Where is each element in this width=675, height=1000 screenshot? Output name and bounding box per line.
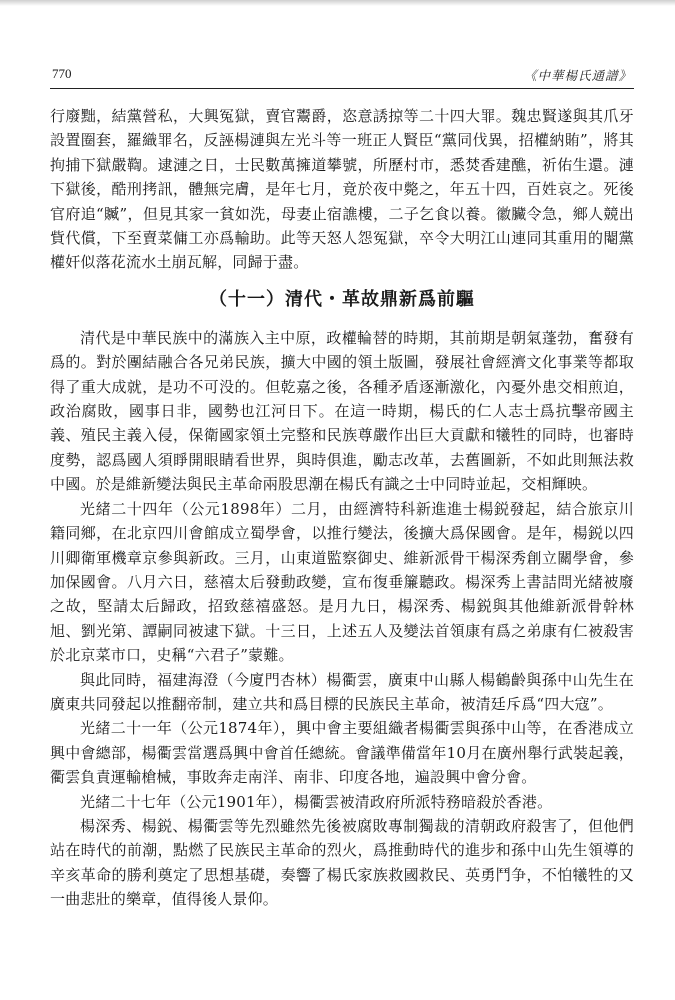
- paragraph: 與此同時，福建海澄（今廈門杏林）楊衢雲，廣東中山縣人楊鶴齡與孫中山先生在廣東共同發起以推翻帝制，建立共和爲目標的民族民主革命，被清廷斥爲“四大寇”。: [50, 670, 634, 713]
- paragraph: 楊深秀、楊鋭、楊衢雲等先烈雖然先後被腐敗專制獨裁的清朝政府殺害了，但他們站在時代的前潮，點燃了民族民主革命的烈火，爲推動時代的進步和孫中山先生領導的辛亥革命的勝利奠定了思想基礎，奏響了楊氏家族救國救民、英勇鬥争，不怕犧牲的又一曲悲壯的樂章，值得後人景仰。: [50, 816, 634, 909]
- page-number: 770: [52, 66, 72, 81]
- header-rule: [50, 88, 634, 89]
- page-body: [50, 104, 634, 912]
- section-heading: （十一）清代・革故鼎新爲前驅: [209, 288, 475, 310]
- paragraph-continued: 行廢黜，結黨營私，大興冤獄，賣官鬻爵，恣意誘掠等二十四大罪。魏忠賢遂與其爪牙設置圈套，羅織罪名，反誣楊漣與左光斗等一班正人賢臣“黨同伐異，招權納賄”，將其拘捕下獄嚴鞫。逮漣之日，士民數萬擁道攀號，所歷村市，悉焚香建醮，祈佑生還。漣下獄後，酷刑拷訊，體無完膚，是年七月，竟於夜中斃之，年五十四，百姓哀之。死後官府追“贓”，但見其家一貧如洗，母妻止宿譙樓，二子乞食以養。徽臟令急，鄉人競出貲代償，下至賣菜傭工亦爲輸助。此等天怒人怨冤獄，卒令大明江山連同其重用的閹黨權奸似落花流水土崩瓦解，同歸于盡。: [50, 107, 634, 272]
- book-title: 《中華楊氏通譜》: [523, 68, 632, 83]
- scan-edge: [0, 0, 675, 6]
- page-header: [52, 66, 632, 88]
- paragraph: 光緒二十一年（公元1874年），興中會主要組織者楊衢雲與孫中山等，在香港成立興中會總部，楊衢雲當選爲興中會首任總統。會議準備當年10月在廣州舉行武裝起義，衢雲負責運輸槍械，事敗奔走南洋、南非、印度各地，遍設興中會分會。: [50, 719, 634, 787]
- paragraph: 光緒二十七年（公元1901年），楊衢雲被清政府所派特務暗殺於香港。: [80, 792, 553, 811]
- paragraph: 光緒二十四年（公元1898年）二月，由經濟特科新進進士楊鋭發起，結合旅京川籍同鄉，在北京四川會館成立蜀學會，以推行變法，後擴大爲保國會。是年，楊鋭以四川卿衛軍機章京參與新政。三月，山東道監察御史、維新派骨干楊深秀創立關學會，參加保國會。八月六日，慈禧太后發動政變，宣布復垂簾聽政。楊深秀上書詰問光緒被廢之故，堅請太后歸政，招致慈禧盛怒。是月九日，楊深秀、楊鋭與其他維新派骨幹林旭、劉光第、譚嗣同被逮下獄。十三日，上述五人及變法首領康有爲之弟康有仁被殺害於北京菜市口，史稱“六君子”蒙難。: [50, 499, 634, 665]
- paragraph: 清代是中華民族中的滿族入主中原，政權輪替的時期，其前期是朝氣蓬勃，奮發有爲的。對於團結融合各兄弟民族，擴大中國的領土版圖，發展社會經濟文化事業等都取得了重大成就，是功不可没的。但乾嘉之後，各種矛盾逐漸激化，內憂外患交相煎迫，政治腐敗，國事日非，國勢也江河日下。在這一時期，楊氏的仁人志士爲抗擊帝國主義、殖民主義入侵，保衛國家領土完整和民族尊嚴作出巨大貢獻和犧牲的同時，也審時度勢，認爲國人須睜開眼睛看世界，與時俱進，勵志改革，去舊圖新，不如此則無法救中國。於是維新變法與民主革命兩股思潮在楊氏有識之士中同時並起，交相輝映。: [50, 328, 634, 494]
